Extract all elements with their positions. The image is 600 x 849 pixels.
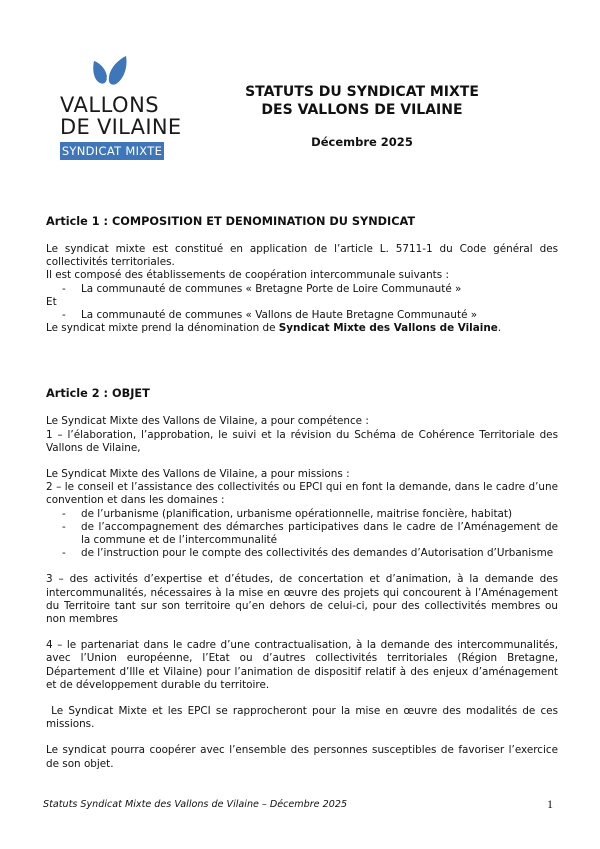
document-title: [222, 83, 502, 119]
closing-paragraph-modalities: Le Syndicat Mixte et les EPCI se rapprocheront pour la mise en œuvre des modalités de ces missions.: [46, 705, 562, 731]
mission-3: 3 – des activités d’expertise et d’études, de concertation et d’animation, à la demande des intercommunalités, nécessaires à la mise en œuvre des projets qui concourent à l’Aménagement du Territoire tant sur son territoire qu’en dehors de celui-ci, pour des collectivités membres ou non membres: [46, 573, 558, 626]
logo-text-vallons: VALLONS: [60, 93, 160, 117]
bullet-dash: -: [62, 507, 66, 520]
article-2-heading: Article 2 : OBJET: [46, 387, 150, 401]
competence-1: 1 – l’élaboration, l’approbation, le suivi et la révision du Schéma de Cohérence Territoriale des Vallons de Vilaine,: [46, 428, 558, 454]
mission-2: 2 – le conseil et l’assistance des collectivités ou EPCI qui en font la demande, dans le cadre d’une convention et dans les domaines :: [46, 481, 558, 507]
vallons-de-vilaine-logo: [52, 55, 182, 165]
domain-list-item: [46, 508, 558, 521]
bullet-dash: -: [62, 282, 66, 295]
leaves-icon: [90, 55, 130, 87]
bullet-dash: -: [62, 309, 66, 322]
domain-text: de l’instruction pour le compte des collectivités des demandes d’Autorisation d’Urbanisme: [81, 547, 554, 560]
bullet-dash: -: [62, 547, 66, 560]
article-1-paragraph-denomination: [46, 322, 558, 335]
footer-text: Statuts Syndicat Mixte des Vallons de Vilaine – Décembre 2025: [43, 799, 348, 810]
missions-intro: Le Syndicat Mixte des Vallons de Vilaine, a pour missions :: [46, 468, 350, 481]
closing-paragraph-cooperation: Le syndicat pourra coopérer avec l’ensemble des personnes susceptibles de favoriser l’exercice de son objet.: [46, 744, 558, 770]
member-list-item: [46, 283, 558, 296]
document-body: [46, 215, 562, 771]
member-name: La communauté de communes « Vallons de Haute Bretagne Communauté »: [81, 309, 478, 322]
denomination-name: Syndicat Mixte des Vallons de Vilaine: [278, 322, 498, 335]
competence-intro: Le Syndicat Mixte des Vallons de Vilaine, a pour compétence :: [46, 415, 369, 428]
logo-text-de-vilaine: DE VILAINE: [60, 115, 182, 139]
member-name: La communauté de communes « Bretagne Porte de Loire Communauté »: [81, 282, 462, 295]
bullet-dash: -: [62, 520, 66, 533]
member-list-item: [46, 309, 558, 322]
article-1-heading: Article 1 : COMPOSITION ET DENOMINATION DU SYNDICAT: [46, 215, 416, 228]
document-date: Décembre 2025: [311, 135, 413, 149]
mission-4: 4 – le partenariat dans le cadre d’une contractualisation, à la demande des intercommunalités, avec l’Union européenne, l’Etat ou d’autres collectivités territoriales (Région Bretagne, Département d’Ille et Vilaine) pour l’animation de dispositif relatif à des enjeux d’aménagement et de développement durable du territoire.: [46, 639, 558, 691]
article-1-paragraph-composition: Il est composé des établissements de coopération intercommunale suivants :: [46, 269, 449, 282]
article-1-paragraph-legal-basis: Le syndicat mixte est constitué en application de l’article L. 5711-1 du Code général des collectivités territoriales.: [46, 243, 558, 269]
title-line-2: DES VALLONS DE VILAINE: [261, 102, 463, 118]
domain-text: de l’accompagnement des démarches participatives dans le cadre de l’Aménagement de la commune et de l’intercommunalité: [81, 520, 558, 547]
domain-text: de l’urbanisme (planification, urbanisme opérationnelle, maitrise foncière, habitat): [81, 507, 513, 520]
connector-et: Et: [46, 295, 57, 308]
page-number: 1: [547, 797, 553, 811]
logo-badge-syndicat-mixte: SYNDICAT MIXTE: [61, 144, 163, 158]
domain-list-item: [46, 521, 558, 547]
title-line-1: STATUTS DU SYNDICAT MIXTE: [245, 84, 479, 100]
domain-list-item: [46, 547, 558, 560]
denomination-suffix: .: [497, 322, 502, 335]
denomination-prefix: Le syndicat mixte prend la dénomination de: [46, 322, 279, 335]
